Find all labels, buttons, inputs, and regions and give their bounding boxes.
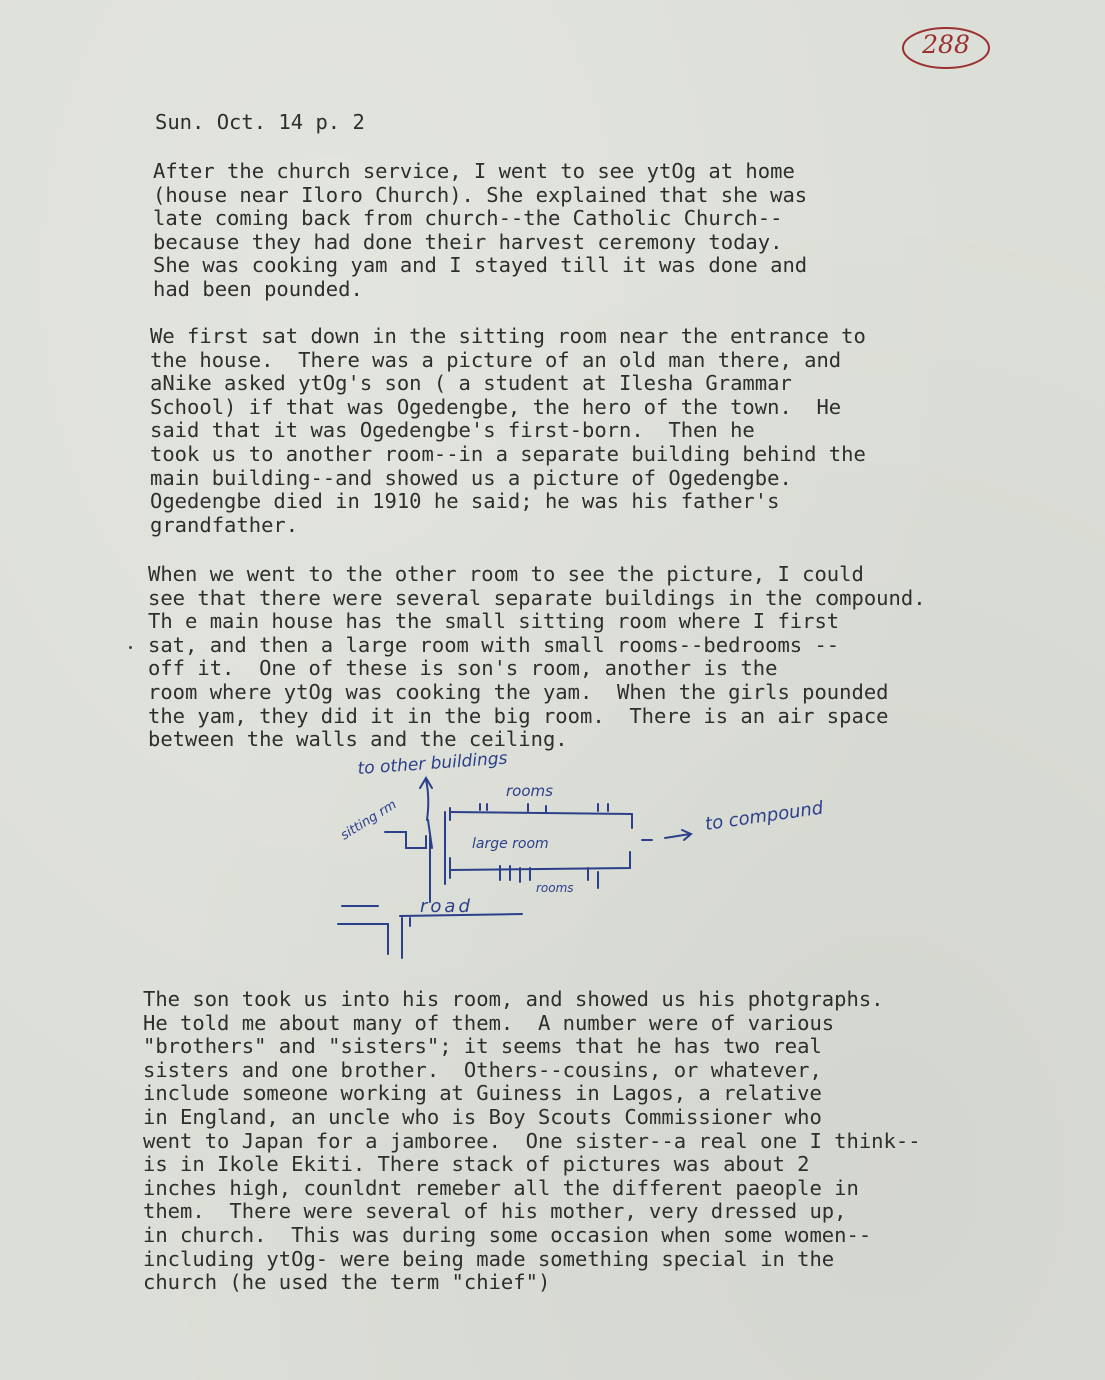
page-number-text: 288 [922,30,970,59]
sketch-label-sitting-room: sitting rm [338,797,400,844]
sketch-label-to-compound: to compound [703,797,825,835]
page-header: Sun. Oct. 14 p. 2 [155,110,365,134]
sketch-arrow-line [426,780,428,820]
paragraph-compound: When we went to the other room to see the picture, I could see that there were several separate buildings in the compound. Th e main house has the small sitting room where I first sat, and then a large room with small rooms--bedrooms -- off it. One of these is son's room, another is the room where ytOg was cooking the yam. When the girls pounded the yam, they did it in the big room. There is an air space between the walls and the ceiling. [148,562,926,752]
page-number [900,24,992,72]
sketch-label-rooms-bottom: rooms [536,881,574,895]
compound-sketch [330,748,850,968]
paragraph-sitting-room: We first sat down in the sitting room near the entrance to the house. There was a picture of an old man there, and aNike asked ytOg's son ( a student at Ilesha Grammar School) if that was Ogedengbe, the hero of the town. He said that it was Ogedengbe's first-born. Then he took us to another room--in a separate building behind the main building--and showed us a picture of Ogedengbe. Ogedengbe died in 1910 he said; he was his father's grandfather. [150,324,866,537]
sketch-wall-top [450,812,632,814]
sketch-bottom-doors [450,858,598,888]
paragraph-visit: After the church service, I went to see ytOg at home (house near Iloro Church). She explained that she was late coming back from church--the Catholic Church-- because they had done their harvest ceremony today. She was cooking yam and I stayed till it was done and had been pounded. [153,159,808,301]
sketch-label-road: road [420,896,473,917]
sketch-wall-bottom [450,852,630,870]
sketch-label-rooms-top: rooms [506,782,553,800]
sketch-road-edge-left [338,924,388,954]
sketch-label-other-buildings: to other buildings [356,748,509,779]
sketch-compound-arrow [665,830,691,840]
sketch-label-large-room: large room [472,836,549,852]
paragraph-photographs: The son took us into his room, and showed us his photgraphs. He told me about many of them. A number were of various "brothers" and "sisters"; it seems that he has two real sisters and one brother. Others--cousins, or whatever, include someone working at Guiness in Lagos, a relative in England, an uncle who is Boy Scouts Commissioner who went to Japan for a jamboree. One sister--a real one I think-- is in Ikole Ekiti. There stack of pictures was about 2 inches high, counldnt remeber all the different paeople in them. There were several of his mother, very dressed up, in church. This was during some occasion when some women-- including ytOg- were being made something special in the church (he used the term "chief") [143,987,921,1295]
sketch-sitting-room-box [385,832,426,848]
margin-mark [129,646,132,649]
